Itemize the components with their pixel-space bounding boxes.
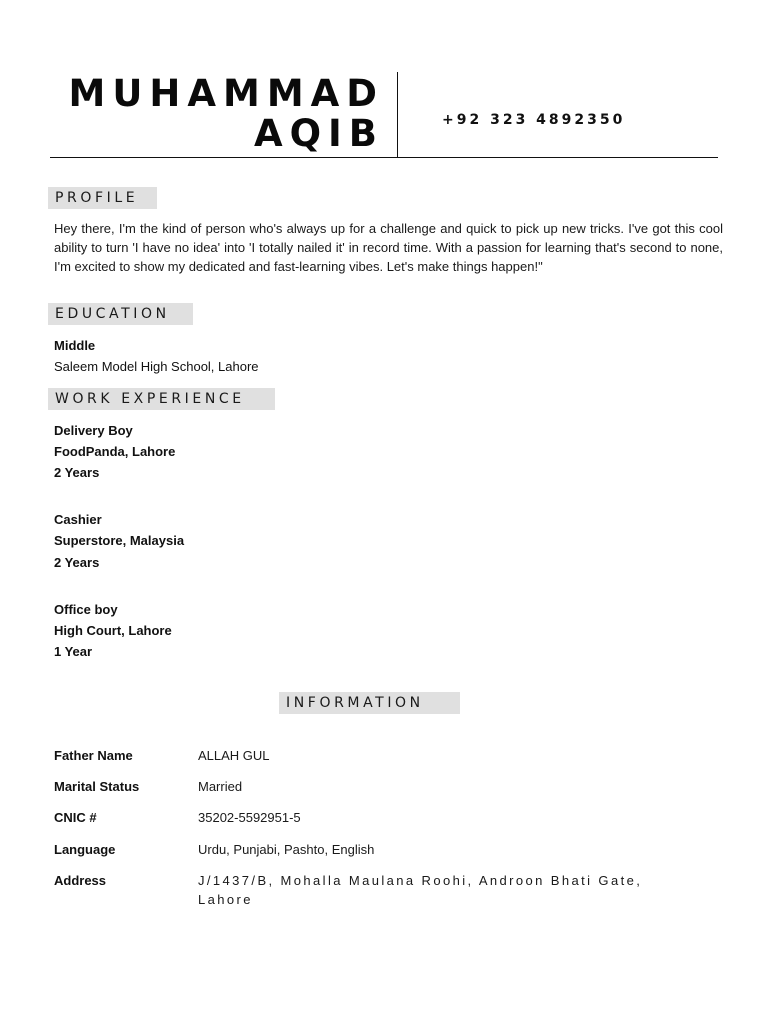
- info-label: Address: [54, 873, 107, 888]
- info-label: Language: [54, 842, 116, 857]
- work-title: Cashier: [54, 512, 102, 527]
- work-experience-heading: WORK EXPERIENCE: [48, 388, 275, 410]
- education-level: Middle: [54, 338, 96, 353]
- name-first: MUHAMMAD: [68, 72, 384, 115]
- phone-number: +92 323 4892350: [442, 112, 626, 128]
- work-title: Delivery Boy: [54, 423, 133, 438]
- work-duration: 2 Years: [54, 465, 100, 480]
- info-value: Urdu, Punjabi, Pashto, English: [198, 842, 375, 857]
- work-duration: 1 Year: [54, 644, 93, 659]
- work-company: High Court, Lahore: [54, 623, 172, 638]
- work-company: Superstore, Malaysia: [54, 533, 185, 548]
- info-value: J/1437/B, Mohalla Maulana Roohi, Androon Bhati Gate, Lahore: [198, 873, 643, 907]
- info-label: CNIC #: [54, 810, 97, 825]
- profile-text: Hey there, I'm the kind of person who's always up for a challenge and quick to pick up new tricks. I've got this cool ability to turn 'I have no idea' into 'I totally nailed it' in record time. With a passion for learning that's second to none, I'm excited to show my dedicated and fast-learning vibes. Let's make things happen!": [54, 221, 723, 274]
- work-duration: 2 Years: [54, 555, 100, 570]
- header-vertical-divider: [397, 72, 398, 158]
- education-heading: EDUCATION: [48, 303, 193, 325]
- info-value: Married: [198, 779, 243, 794]
- information-heading: INFORMATION: [279, 692, 460, 714]
- education-school: Saleem Model High School, Lahore: [54, 359, 259, 374]
- info-value: ALLAH GUL: [198, 748, 270, 763]
- work-company: FoodPanda, Lahore: [54, 444, 176, 459]
- profile-heading: PROFILE: [48, 187, 157, 209]
- info-label: Father Name: [54, 748, 133, 763]
- work-title: Office boy: [54, 602, 118, 617]
- info-label: Marital Status: [54, 779, 140, 794]
- candidate-name: [48, 74, 384, 154]
- name-last: AQIB: [253, 112, 384, 155]
- info-value: 35202-5592951-5: [198, 810, 301, 825]
- header-horizontal-divider: [50, 157, 718, 158]
